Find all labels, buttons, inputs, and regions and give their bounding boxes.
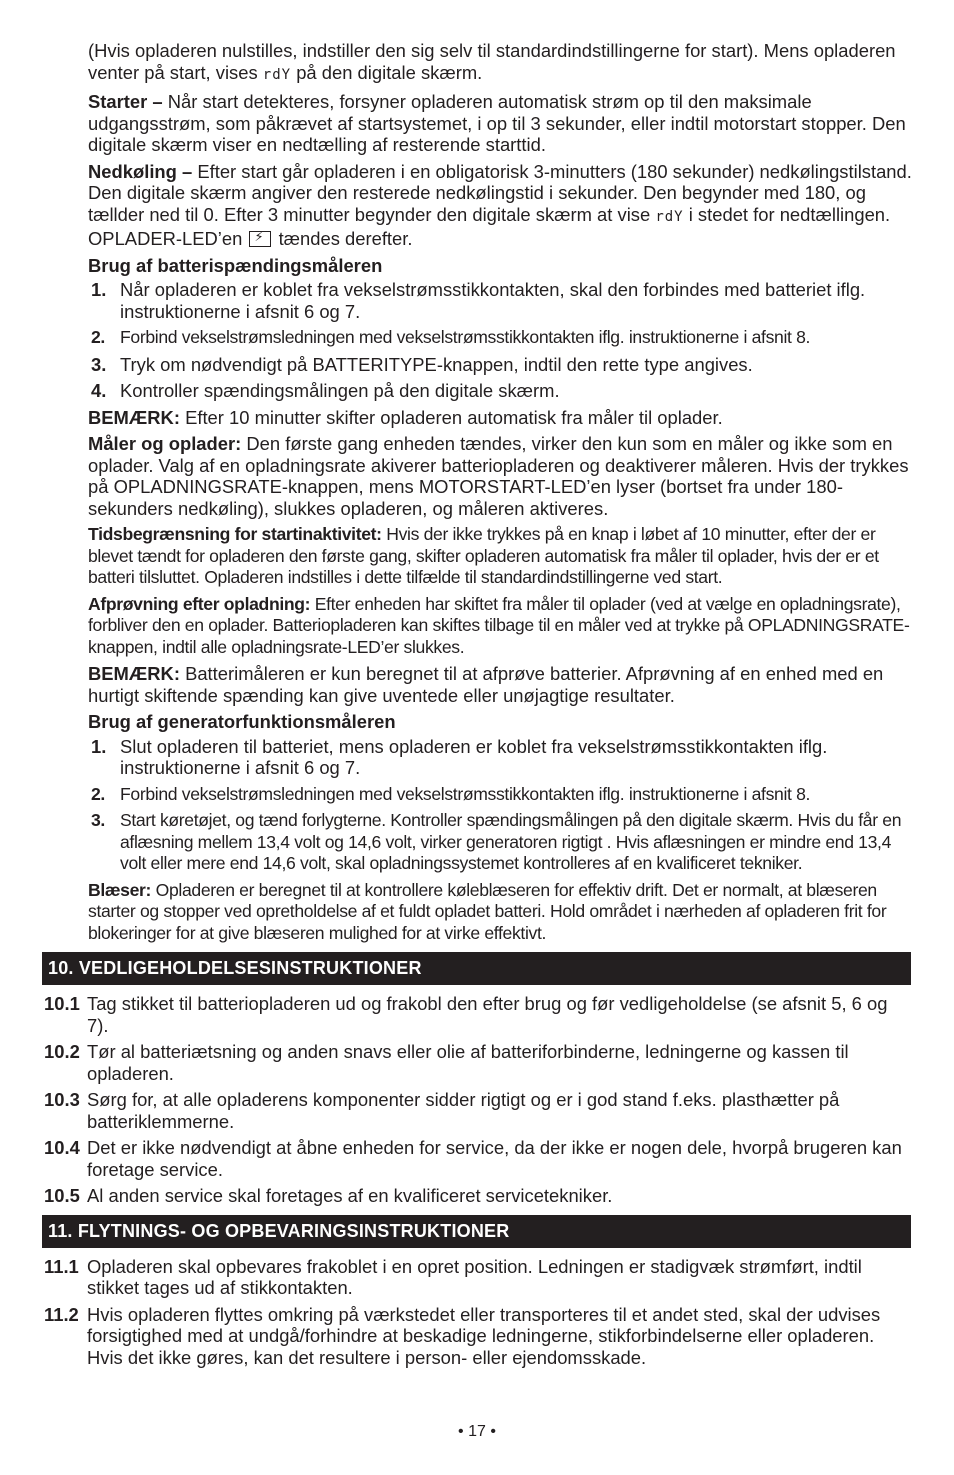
item-number: 10.3	[44, 1089, 80, 1110]
meter-label: Måler og oplader:	[88, 433, 242, 454]
step-number: 2.	[91, 783, 105, 804]
section-10-list	[44, 993, 914, 1207]
cooling-text-b: i stedet for nedtællingen. OPLADER-LED’en	[88, 203, 891, 249]
cooling-paragraph	[88, 161, 914, 250]
page-number: • 17 •	[458, 1423, 496, 1440]
step-text: Kontroller spændingsmålingen på den digitale skærm.	[120, 380, 560, 401]
test-label: Afprøvning efter opladning:	[88, 593, 311, 614]
item-text: Hvis opladeren flyttes omkring på værkstedet eller transporteres til et andet sted, skal der udvises forsigtighed med at undgå/forhindre at beskadige ledningerne, stikforbindelserne eller opladeren. Hvis det ikke gøres, kan det resultere i person- eller ejendomsskade.	[87, 1303, 881, 1368]
item-text: Al anden service skal foretages af en kvalificeret servicetekniker.	[87, 1185, 613, 1206]
list-item	[88, 810, 914, 875]
item-text: Tør al batteriætsning og anden snavs eller olie af batteriforbinderne, ledningerne og kassen til opladeren.	[87, 1041, 849, 1084]
list-item	[88, 327, 914, 349]
cooling-label: Nedkøling –	[88, 160, 193, 182]
section-11-title: 11. FLYTNINGS- OG OPBEVARINGSINSTRUKTIONER	[42, 1215, 911, 1248]
intro-text-a: (Hvis opladeren nulstilles, indstiller den sig selv til standardindstillingerne for start). Mens opladeren venter på start, vises	[88, 40, 896, 83]
step-text: Start køretøjet, og tænd forlygterne. Kontroller spændingsmålingen på den digitale skærm. Hvis du får en aflæsning mellem 13,4 volt og 14,6 volt, virker generatoren rigtigt . Hvis aflæsningen er mindre end 13,4 volt eller mere end 14,6 volt, skal opladningssystemet kontrolleres af en kvalificeret tekniker.	[120, 810, 902, 873]
fan-text: Opladeren er beregnet til at kontrollere køleblæseren for effektiv drift. Det er normalt, at blæseren starter og stopper ved opretholdelse af et fuldt opladet batteri. Hold området i nærheden af opladeren frit for blokeringer for at give blæseren mulighed for at virke effektivt.	[88, 879, 887, 943]
timeout-label: Tidsbegrænsning for startinaktivitet:	[88, 524, 382, 544]
note-paragraph-1	[88, 407, 914, 429]
cooling-text-a: Efter start går opladeren i en obligatorisk 3-minutters (180 sekunder) nedkølingstilstand. Den digitale skærm angiver den resterede nedkølingstid i sekunder. Den begynder med 180, og tællder ned til 0. Efter 3 minutter begynder den digitale skærm at vise	[88, 160, 912, 225]
intro-paragraph	[88, 40, 914, 86]
item-text: Sørg for, at alle opladerens komponenter sidder rigtigt og er i god stand f.eks. plasthætter på batteriklemmerne.	[87, 1089, 840, 1132]
intro-text-b: på den digitale skærm.	[291, 61, 483, 83]
item-number: 10.1	[44, 993, 80, 1014]
battery-meter-heading: Brug af batterispændingsmåleren	[88, 254, 383, 276]
page	[0, 40, 954, 1373]
test-text: Efter enheden har skiftet fra måler til oplader (ved at vælge en opladningsrate), forbliver den en oplader. Batteriopladeren kan skiftes tilbage til en måler ved at trykke på OPLADNINGSRATE-knappen, indtil alle opladningsrate-LED’er slukkes.	[88, 593, 910, 657]
list-item	[88, 354, 914, 376]
fan-label: Blæser:	[88, 879, 152, 900]
item-number: 10.4	[44, 1137, 80, 1158]
rdy-display-glyph: rdY	[262, 66, 292, 83]
note-label: BEMÆRK:	[88, 663, 180, 684]
meter-charger-paragraph	[88, 433, 914, 519]
note-paragraph-2	[88, 663, 914, 706]
starter-label: Starter –	[88, 91, 163, 112]
step-text: Forbind vekselstrømsledningen med vekselstrømsstikkontakten iflg. instruktionerne i afsnit 8.	[120, 783, 811, 804]
step-number: 3.	[91, 353, 107, 375]
step-number: 1.	[91, 279, 107, 300]
list-item	[44, 1137, 914, 1180]
note-label: BEMÆRK:	[88, 406, 180, 428]
starter-text: Når start detekteres, forsyner opladeren automatisk strøm op til den maksimale udgangsstrøm, som påkrævet af startsystemet, i op til 3 sekunder, eller indtil motorstart stopper. Den digitale skærm viser en nedtælling af resterende starttid.	[88, 91, 906, 155]
item-number: 11.1	[44, 1255, 79, 1277]
test-paragraph	[88, 594, 914, 659]
step-text: Tryk om nødvendigt på BATTERITYPE-knappen, indtil den rette type angives.	[120, 353, 753, 375]
list-item	[44, 1185, 914, 1207]
list-item	[44, 1089, 914, 1132]
list-item	[88, 784, 914, 806]
list-item	[44, 1041, 914, 1084]
fan-paragraph	[88, 880, 914, 945]
step-text: Slut opladeren til batteriet, mens opladeren er koblet fra vekselstrømsstikkontakten iflg. instruktionerne i afsnit 6 og 7.	[120, 735, 828, 778]
list-item	[44, 993, 914, 1036]
list-item	[88, 736, 914, 779]
list-item	[44, 1256, 914, 1299]
rdy-display-glyph-2: rdY	[655, 208, 684, 225]
list-item	[44, 1304, 914, 1369]
step-number: 3.	[91, 810, 105, 830]
item-text: Opladeren skal opbevares frakoblet i en opret position. Ledningen er stadigvæk strømført, indtil stikket tages ud af stikkontakten.	[87, 1255, 862, 1298]
list-item	[88, 279, 914, 322]
generator-meter-heading: Brug af generatorfunktionsmåleren	[88, 711, 396, 732]
item-number: 10.2	[44, 1041, 80, 1062]
charger-led-icon: ⚡	[249, 231, 271, 247]
cooling-text-c: tændes derefter.	[273, 228, 413, 249]
battery-meter-steps	[88, 279, 914, 402]
item-number: 10.5	[44, 1185, 80, 1206]
step-number: 2.	[91, 327, 105, 347]
list-item	[88, 380, 914, 402]
step-number: 1.	[91, 735, 107, 757]
note-text: Efter 10 minutter skifter opladeren automatisk fra måler til oplader.	[179, 406, 723, 428]
starter-paragraph	[88, 91, 914, 156]
item-number: 11.2	[44, 1303, 79, 1325]
meter-text: Den første gang enheden tændes, virker den kun som en måler og ikke som en oplader. Valg af en opladningsrate akiverer batteriopladeren og deaktiverer måleren. Hvis der trykkes på OPLADNINGSRATE-knappen, mens MOTORSTART-LED’en lyser (bortset fra under 180-sekunders nedkøling), slukkes opladeren, og måleren aktiveres.	[88, 433, 909, 519]
step-number: 4.	[91, 380, 107, 401]
section-10-title: 10. VEDLIGEHOLDELSESINSTRUKTIONER	[42, 952, 911, 985]
section-11-list	[44, 1256, 914, 1369]
step-text: Forbind vekselstrømsledningen med vekselstrømsstikkontakten iflg. instruktionerne i afsnit 8.	[120, 327, 811, 347]
note-text: Batterimåleren er kun beregnet til at afprøve batterier. Afprøvning af en enhed med en hurtigt skiftende spænding kan give uventede eller unøjagtige resultater.	[88, 663, 884, 706]
item-text: Det er ikke nødvendigt at åbne enheden for service, da der ikke er nogen dele, hvorpå brugeren kan foretage service.	[87, 1137, 902, 1180]
timeout-paragraph	[88, 524, 914, 589]
item-text: Tag stikket til batteriopladeren ud og frakobl den efter brug og før vedligeholdelse (se afsnit 5, 6 og 7).	[87, 993, 888, 1036]
timeout-text: Hvis der ikke trykkes på en knap i løbet af 10 minutter, efter der er blevet tændt for opladeren den første gang, skifter opladeren automatisk fra måler til oplader, hvis der er et batteri tilsluttet. Opladeren indstilles i dette tilfælde til standardindstillingerne ved start.	[88, 524, 879, 587]
intro-block	[88, 40, 914, 944]
generator-meter-steps	[88, 736, 914, 875]
step-text: Når opladeren er koblet fra vekselstrømsstikkontakten, skal den forbindes med batteriet iflg. instruktionerne i afsnit 6 og 7.	[120, 279, 866, 322]
